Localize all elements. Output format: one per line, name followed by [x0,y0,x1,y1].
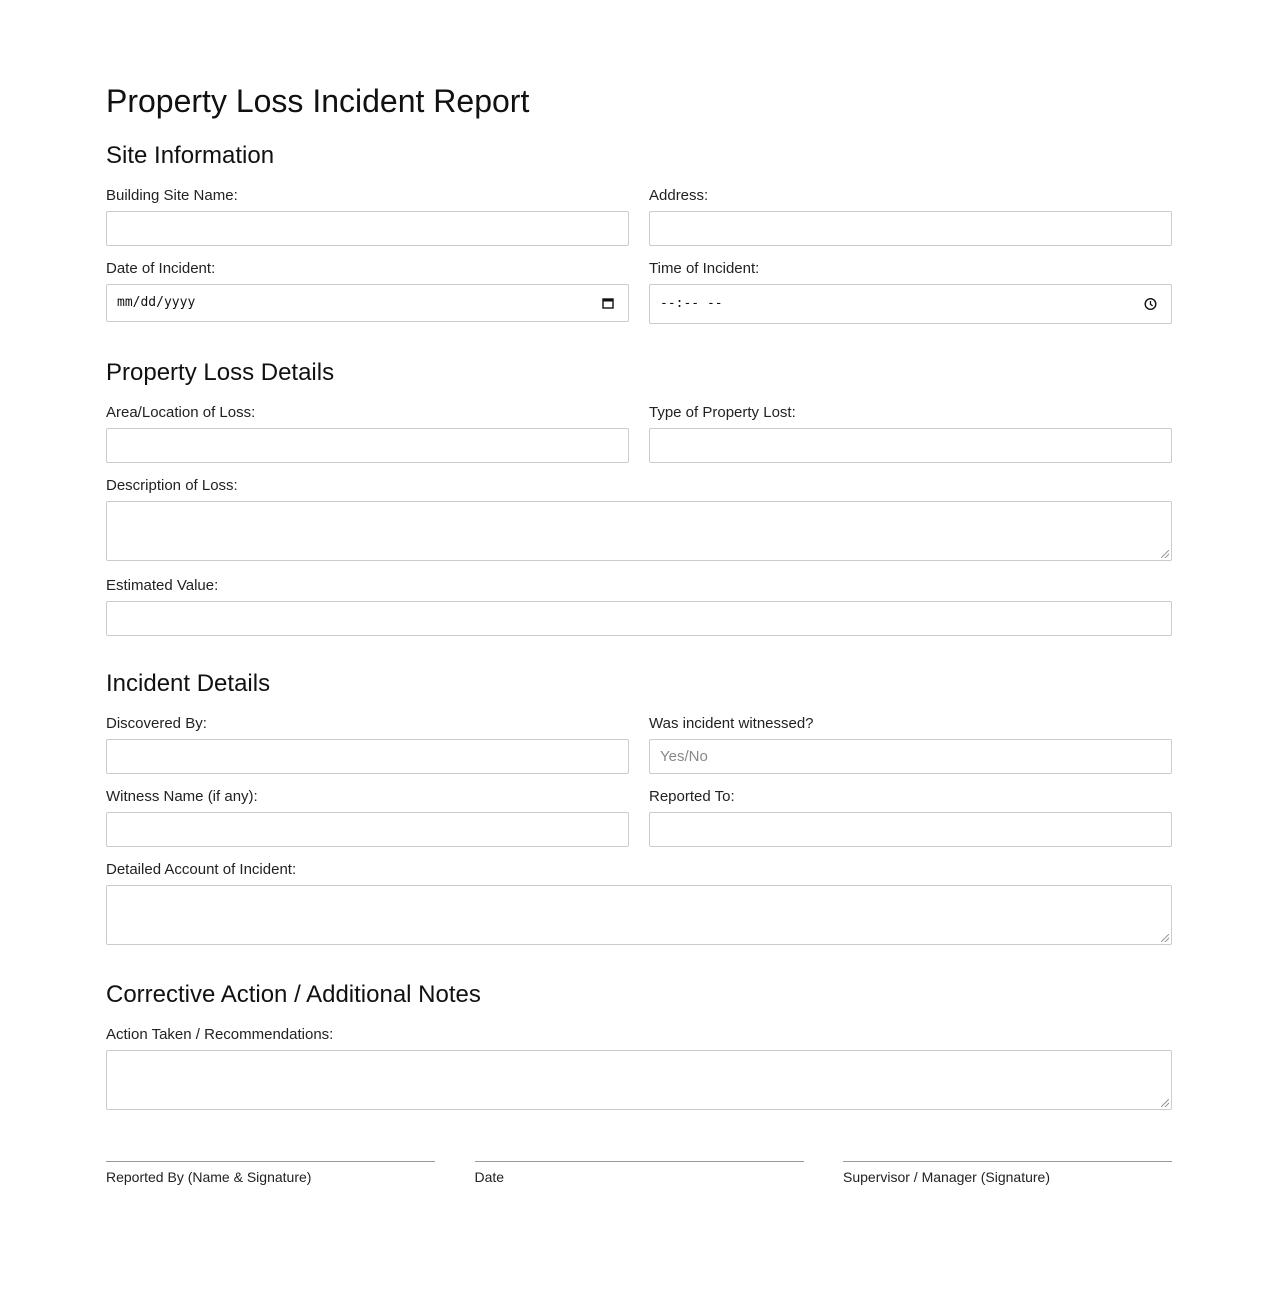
calendar-icon[interactable] [602,297,614,309]
site-information-section [106,141,1172,324]
property-loss-details-section [106,358,1172,636]
time-of-incident-label: Time of Incident: [649,260,760,277]
signature-lines [106,1161,1172,1185]
section-heading: Site Information [106,142,275,169]
date-placeholder: mm/dd/yyyy [117,295,196,310]
reported-to-label: Reported To: [649,788,735,805]
area-location-input[interactable] [106,428,629,463]
estimated-value-label: Estimated Value: [106,577,219,594]
clock-icon[interactable] [1144,298,1157,311]
resize-handle-icon[interactable] [1161,934,1169,942]
discovered-by-label: Discovered By: [106,715,207,732]
building-site-name-label: Building Site Name: [106,187,238,204]
section-heading: Corrective Action / Additional Notes [106,981,481,1008]
discovered-by-input[interactable] [106,739,629,774]
date-of-incident-label: Date of Incident: [106,260,216,277]
action-taken-textarea[interactable] [106,1050,1172,1110]
address-input[interactable] [649,211,1172,246]
type-of-property-label: Type of Property Lost: [649,404,796,421]
incident-details-section [106,669,1172,945]
supervisor-signature: Supervisor / Manager (Signature) [843,1161,1172,1185]
witnessed-input[interactable] [649,739,1172,774]
description-label: Description of Loss: [106,477,238,494]
area-location-label: Area/Location of Loss: [106,404,256,421]
description-textarea[interactable] [106,501,1172,561]
detailed-account-textarea[interactable] [106,885,1172,945]
resize-handle-icon[interactable] [1161,1099,1169,1107]
date-of-incident-input[interactable] [106,284,629,322]
building-site-name-input[interactable] [106,211,629,246]
address-label: Address: [649,187,709,204]
reported-to-input[interactable] [649,812,1172,847]
time-placeholder: --:-- -- [660,296,723,311]
reported-by-signature: Reported By (Name & Signature) [106,1161,435,1185]
section-heading: Incident Details [106,670,271,697]
witness-name-input[interactable] [106,812,629,847]
corrective-action-section [106,980,1172,1110]
resize-handle-icon[interactable] [1161,550,1169,558]
date-signature: Date [475,1161,804,1185]
witnessed-label: Was incident witnessed? [649,715,814,732]
time-of-incident-input[interactable] [649,284,1172,324]
estimated-value-input[interactable] [106,601,1172,636]
witness-name-label: Witness Name (if any): [106,788,258,805]
section-heading: Property Loss Details [106,359,335,386]
witnessed-placeholder: Yes/No [660,748,708,765]
action-taken-label: Action Taken / Recommendations: [106,1026,334,1043]
detailed-account-label: Detailed Account of Incident: [106,861,297,878]
page-title: Property Loss Incident Report [106,83,530,119]
type-of-property-input[interactable] [649,428,1172,463]
